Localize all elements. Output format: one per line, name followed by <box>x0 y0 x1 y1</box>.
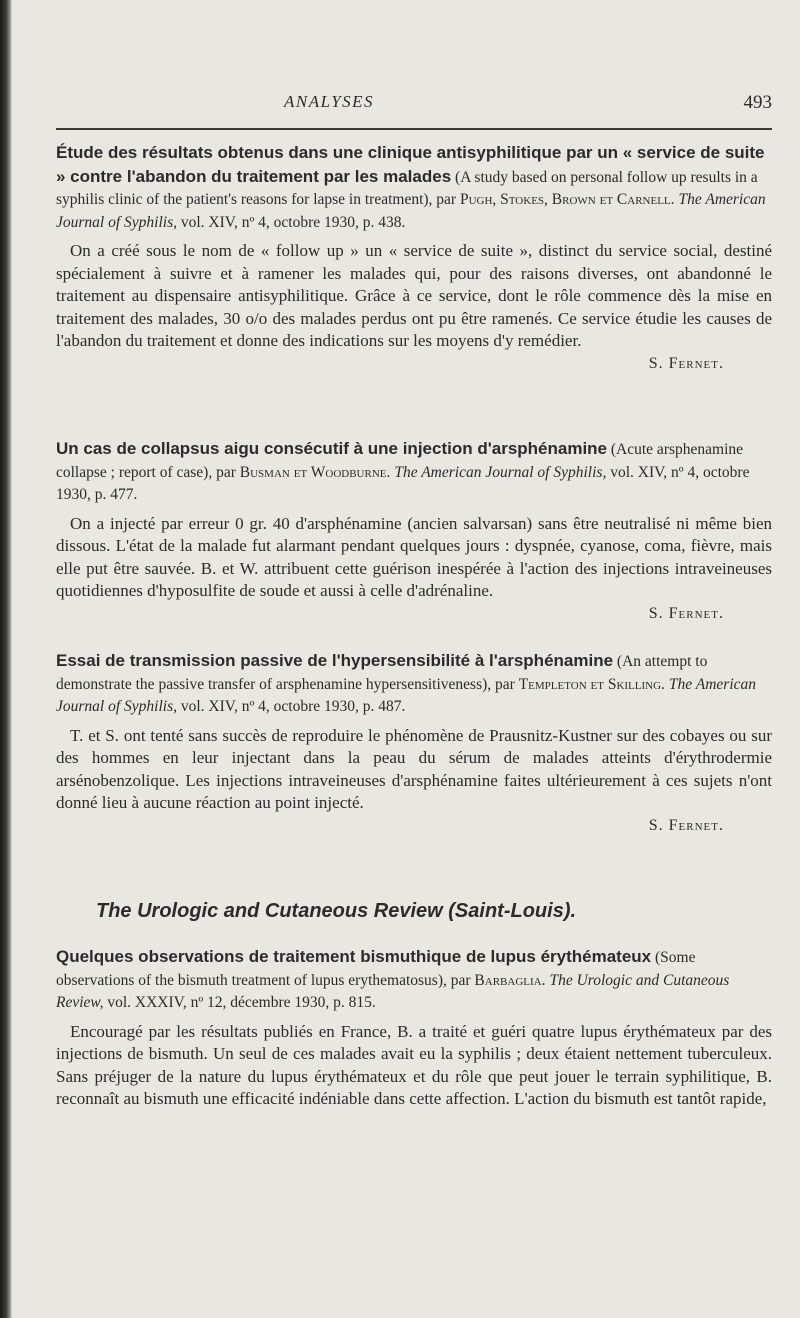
journal-section-heading: The Urologic and Cutaneous Review (Saint-Louis). <box>96 900 577 922</box>
abstract-journal: The Urologic and Cutaneous Review, <box>56 971 730 1011</box>
abstract-heading <box>56 142 772 234</box>
abstract-reference: (Some observations of the bismuth treatment of lupus erythematosus), par <box>56 949 696 989</box>
page-number: 493 <box>743 92 772 113</box>
abstract-authors: Templeton et Skilling. <box>518 675 665 693</box>
abstract-heading <box>56 438 772 507</box>
abstract-citation: vol. XIV, nº 4, octobre 1930, p. 487. <box>176 698 406 715</box>
abstract-entry <box>56 438 772 623</box>
running-head <box>56 92 772 120</box>
abstract-body: Encouragé par les résultats publiés en France, B. a traité et guéri quatre lupus érythémateux par des injections de bismuth. Un seul de ces malades avait eu la syphilis ; deux étaient nettement tuberculeux. Sans préjuger de la nature du lupus érythémateux et du rôle que peut jouer le terrain syphilitique, B. reconnaît au bismuth une efficacité indéniable dans cette affection. L'action du bismuth est tantôt rapide, <box>56 1021 772 1108</box>
abstract-heading <box>56 946 772 1015</box>
abstract-citation: vol. XIV, nº 4, octobre 1930, p. 438. <box>176 213 406 231</box>
running-head-title: ANALYSES <box>284 92 375 111</box>
abstract-signature: S. Fernet. <box>648 354 724 372</box>
abstract-body: On a injecté par erreur 0 gr. 40 d'arsphénamine (ancien salvarsan) sans être neutralisé ni même bien dissous. L'état de la malade fut alarmant pendant quelques jours : dyspnée, cyanose, coma, fièvre, mais elle put être sauvée. B. et W. attribuent cette guérison inespérée à l'action des injections intraveineuses quotidiennes d'hyposulfite de soude et aussi à celle d'adrénaline. <box>56 513 772 600</box>
header-rule <box>56 128 772 130</box>
abstract-title: Quelques observations de traitement bismuthique de lupus érythémateux <box>56 947 652 966</box>
abstract-title: Étude des résultats obtenus dans une clinique antisyphilitique par un « service de suite » contre l'abandon du traitement par les malades <box>56 143 765 186</box>
abstract-citation: vol. XIV, nº 4, octobre 1930, p. 477. <box>56 463 750 503</box>
abstract-signature: S. Fernet. <box>648 604 724 622</box>
abstract-authors: Pugh, Stokes, Brown et Carnell. <box>459 191 675 208</box>
book-spine-shadow <box>0 0 12 1318</box>
abstract-authors: Busman et Woodburne. <box>239 463 391 481</box>
abstract-title: Essai de transmission passive de l'hypersensibilité à l'arsphénamine <box>56 651 614 670</box>
abstract-entry <box>56 946 772 1111</box>
abstract-authors: Barbaglia. <box>474 971 546 989</box>
abstract-journal: The American Journal of Syphilis, <box>56 675 757 715</box>
abstract-body: On a créé sous le nom de « follow up » un « service de suite », distinct du service social, destiné spécialement à suivre et à ramener les malades qui, pour des raisons diverses, ont abandonné le traitement au dispensaire antisyphilitique. Grâce à ce service, dont le rôle commence dès la mise en traitement des malades, 30 o/o des malades perdus ont pu être ramenés. Ce service étudie les causes de l'abandon du traitement et donne des indications sur les moyens d'y remédier. <box>56 241 772 350</box>
abstract-journal: The American Journal of Syphilis, <box>56 191 766 231</box>
abstract-entry <box>56 650 772 835</box>
abstract-reference: (A study based on personal follow up results in a syphilis clinic of the patient's reasons for lapse in treatment), par <box>56 168 758 208</box>
abstract-signature: S. Fernet. <box>648 816 724 834</box>
abstract-citation: vol. XXXIV, nº 12, décembre 1930, p. 815. <box>103 994 376 1011</box>
abstract-entry <box>56 142 772 373</box>
abstract-heading <box>56 650 772 719</box>
abstract-journal: The American Journal of Syphilis, <box>394 463 607 481</box>
abstract-reference: (Acute arsphenamine collapse ; report of case), par <box>56 441 744 481</box>
abstract-reference: (An attempt to demonstrate the passive transfer of arsphenamine hypersensitiveness), par <box>56 653 708 693</box>
abstract-body: T. et S. ont tenté sans succès de reproduire le phénomène de Prausnitz-Kustner sur des cobayes ou sur des hommes en leur injectant dans la peau du sérum de malades atteints d'érythrodermie arsénobenzolique. Les injections intraveineuses d'arsphénamine faites ultérieurement à ces sujets n'ont donné lieu à aucune réaction au point injecté. <box>56 725 772 812</box>
abstract-title: Un cas de collapsus aigu consécutif à une injection d'arsphénamine <box>56 439 608 458</box>
